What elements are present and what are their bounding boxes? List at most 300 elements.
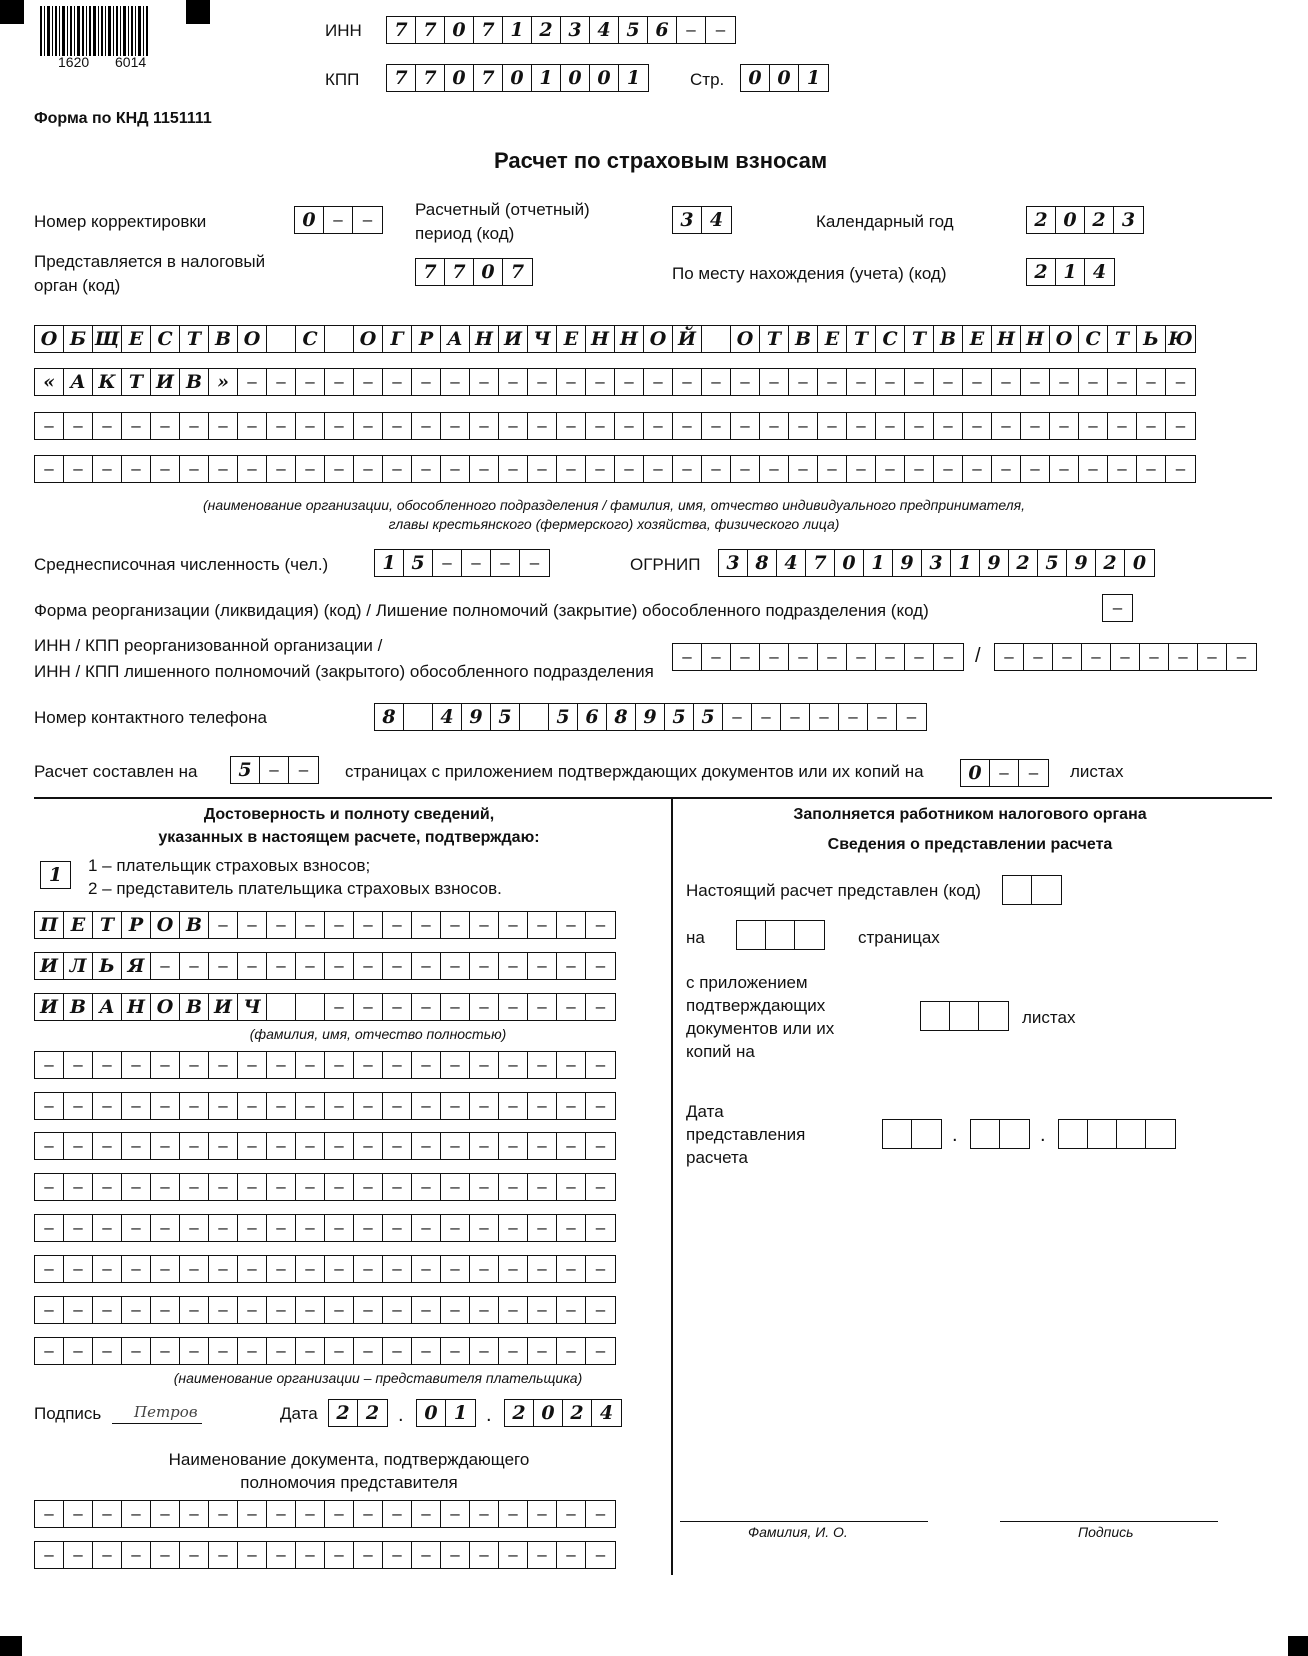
char-cell[interactable]: Н	[586, 326, 615, 352]
char-cell[interactable]: –	[731, 456, 760, 482]
char-cell[interactable]: 7	[474, 65, 503, 91]
char-cell[interactable]: –	[644, 413, 673, 439]
char-cell[interactable]: И	[35, 953, 64, 979]
char-cell[interactable]: 5	[231, 757, 260, 783]
char-cell[interactable]: Ч	[238, 994, 267, 1020]
char-cell[interactable]: –	[615, 413, 644, 439]
char-cell[interactable]: –	[267, 1133, 296, 1159]
char-cell[interactable]: В	[180, 912, 209, 938]
char-cell[interactable]: 3	[719, 550, 748, 576]
char-cell[interactable]: 9	[636, 704, 665, 730]
char-cell[interactable]: –	[383, 1215, 412, 1241]
char-cell[interactable]: –	[383, 1174, 412, 1200]
rep-name-row-6[interactable]	[34, 1255, 616, 1283]
char-cell[interactable]: –	[325, 1215, 354, 1241]
char-cell[interactable]: –	[470, 1338, 499, 1364]
char-cell[interactable]: –	[64, 1501, 93, 1527]
char-cell[interactable]: –	[992, 413, 1021, 439]
org-name-row-2[interactable]	[34, 368, 1196, 396]
char-cell[interactable]: –	[325, 912, 354, 938]
char-cell[interactable]: –	[990, 760, 1019, 786]
char-cell[interactable]	[950, 1002, 979, 1030]
char-cell[interactable]: 7	[416, 259, 445, 285]
surname-field[interactable]	[34, 911, 616, 939]
char-cell[interactable]: В	[934, 326, 963, 352]
char-cell[interactable]: –	[499, 369, 528, 395]
char-cell[interactable]: –	[731, 369, 760, 395]
char-cell[interactable]: –	[325, 413, 354, 439]
char-cell[interactable]: –	[470, 994, 499, 1020]
char-cell[interactable]: 5	[694, 704, 723, 730]
char-cell[interactable]: –	[1112, 598, 1123, 617]
char-cell[interactable]: 1	[453, 1402, 468, 1424]
char-cell[interactable]: –	[296, 1174, 325, 1200]
char-cell[interactable]: –	[595, 1341, 606, 1360]
char-cell[interactable]: –	[296, 1215, 325, 1241]
char-cell[interactable]: –	[238, 1256, 267, 1282]
char-cell[interactable]: –	[905, 644, 934, 670]
officer-date-year[interactable]	[1058, 1119, 1176, 1149]
char-cell[interactable]: –	[876, 413, 905, 439]
char-cell[interactable]: –	[412, 994, 441, 1020]
char-cell[interactable]: –	[267, 953, 296, 979]
char-cell[interactable]: Ч	[528, 326, 557, 352]
char-cell[interactable]: –	[499, 1052, 528, 1078]
char-cell[interactable]: 0	[961, 760, 990, 786]
char-cell[interactable]: 3	[561, 17, 590, 43]
char-cell[interactable]: –	[35, 1052, 64, 1078]
char-cell[interactable]: –	[238, 1501, 267, 1527]
char-cell[interactable]: –	[528, 953, 557, 979]
char-cell[interactable]: –	[557, 1133, 586, 1159]
char-cell[interactable]: –	[151, 1174, 180, 1200]
char-cell[interactable]: –	[499, 1501, 528, 1527]
char-cell[interactable]: 1	[806, 67, 821, 89]
char-cell[interactable]: –	[441, 1256, 470, 1282]
inn-field[interactable]	[386, 16, 736, 44]
char-cell[interactable]: Е	[64, 912, 93, 938]
char-cell[interactable]: –	[1021, 456, 1050, 482]
char-cell[interactable]: О	[731, 326, 760, 352]
char-cell[interactable]: –	[847, 369, 876, 395]
date-year-field[interactable]	[504, 1399, 622, 1427]
char-cell[interactable]: –	[441, 1338, 470, 1364]
reorg-inn-field[interactable]	[672, 643, 964, 671]
char-cell[interactable]: –	[595, 997, 606, 1016]
char-cell[interactable]: –	[35, 1215, 64, 1241]
char-cell[interactable]: –	[267, 456, 296, 482]
char-cell[interactable]: 2	[563, 1400, 592, 1426]
char-cell[interactable]: Ю	[1168, 328, 1193, 350]
char-cell[interactable]: –	[209, 953, 238, 979]
char-cell[interactable]: –	[325, 1542, 354, 1568]
char-cell[interactable]: –	[528, 1256, 557, 1282]
char-cell[interactable]: –	[383, 1338, 412, 1364]
char-cell[interactable]: –	[1108, 413, 1137, 439]
char-cell[interactable]: –	[122, 1133, 151, 1159]
char-cell[interactable]: –	[122, 1215, 151, 1241]
char-cell[interactable]: –	[298, 760, 309, 779]
char-cell[interactable]: Е	[557, 326, 586, 352]
char-cell[interactable]: 8	[748, 550, 777, 576]
char-cell[interactable]: –	[1108, 456, 1137, 482]
char-cell[interactable]: О	[151, 994, 180, 1020]
char-cell[interactable]: Н	[615, 326, 644, 352]
char-cell[interactable]: –	[595, 1545, 606, 1564]
org-name-row-4[interactable]	[34, 455, 1196, 483]
char-cell[interactable]: 4	[1092, 261, 1107, 283]
char-cell[interactable]: В	[789, 326, 818, 352]
char-cell[interactable]: –	[499, 953, 528, 979]
char-cell[interactable]: –	[441, 1052, 470, 1078]
year-field[interactable]	[1026, 206, 1144, 234]
char-cell[interactable]: –	[267, 1256, 296, 1282]
char-cell[interactable]: –	[122, 1338, 151, 1364]
char-cell[interactable]: 0	[417, 1400, 446, 1426]
char-cell[interactable]: –	[383, 1052, 412, 1078]
char-cell[interactable]: –	[528, 1542, 557, 1568]
char-cell[interactable]: 5	[549, 704, 578, 730]
char-cell[interactable]: –	[64, 1542, 93, 1568]
char-cell[interactable]	[1088, 1120, 1117, 1148]
char-cell[interactable]: О	[35, 326, 64, 352]
char-cell[interactable]: –	[238, 413, 267, 439]
char-cell[interactable]: –	[412, 1093, 441, 1119]
char-cell[interactable]: –	[238, 1052, 267, 1078]
char-cell[interactable]: Ь	[93, 953, 122, 979]
char-cell[interactable]: –	[789, 369, 818, 395]
char-cell[interactable]: –	[1175, 372, 1186, 391]
char-cell[interactable]: В	[209, 326, 238, 352]
char-cell[interactable]: –	[151, 1256, 180, 1282]
char-cell[interactable]	[795, 921, 824, 949]
char-cell[interactable]: 1	[48, 864, 63, 886]
char-cell[interactable]: –	[354, 994, 383, 1020]
char-cell[interactable]: –	[93, 456, 122, 482]
char-cell[interactable]: –	[528, 369, 557, 395]
char-cell[interactable]: –	[963, 369, 992, 395]
char-cell[interactable]: 4	[709, 209, 724, 231]
char-cell[interactable]: –	[557, 369, 586, 395]
char-cell[interactable]: 7	[510, 261, 525, 283]
char-cell[interactable]: О	[238, 326, 267, 352]
char-cell[interactable]: –	[470, 1501, 499, 1527]
char-cell[interactable]: –	[209, 1093, 238, 1119]
char-cell[interactable]: –	[238, 456, 267, 482]
char-cell[interactable]: –	[876, 456, 905, 482]
char-cell[interactable]: –	[847, 413, 876, 439]
char-cell[interactable]: –	[354, 1174, 383, 1200]
char-cell[interactable]: –	[64, 1297, 93, 1323]
char-cell[interactable]: –	[1140, 644, 1169, 670]
char-cell[interactable]: –	[296, 912, 325, 938]
char-cell[interactable]: 4	[599, 1402, 614, 1424]
char-cell[interactable]: Я	[122, 953, 151, 979]
char-cell[interactable]: –	[441, 413, 470, 439]
char-cell[interactable]: –	[267, 1174, 296, 1200]
char-cell[interactable]: –	[905, 456, 934, 482]
char-cell[interactable]: –	[180, 1133, 209, 1159]
char-cell[interactable]: 9	[980, 550, 1009, 576]
char-cell[interactable]: –	[595, 1218, 606, 1237]
char-cell[interactable]: –	[595, 1136, 606, 1155]
char-cell[interactable]: –	[64, 1338, 93, 1364]
char-cell[interactable]: –	[760, 644, 789, 670]
char-cell[interactable]: –	[412, 413, 441, 439]
char-cell[interactable]: 1	[375, 550, 404, 576]
char-cell[interactable]: –	[677, 17, 706, 43]
char-cell[interactable]: –	[528, 1297, 557, 1323]
char-cell[interactable]: –	[995, 644, 1024, 670]
char-cell[interactable]: Т	[847, 326, 876, 352]
char-cell[interactable]: –	[151, 456, 180, 482]
char-cell[interactable]: –	[595, 1177, 606, 1196]
char-cell[interactable]: –	[934, 369, 963, 395]
char-cell[interactable]: –	[383, 456, 412, 482]
char-cell[interactable]: –	[151, 1093, 180, 1119]
char-cell[interactable]: –	[868, 704, 897, 730]
char-cell[interactable]: О	[644, 326, 673, 352]
rep-name-row-5[interactable]	[34, 1214, 616, 1242]
rep-name-row-1[interactable]	[34, 1051, 616, 1079]
char-cell[interactable]: 1	[626, 67, 641, 89]
char-cell[interactable]	[1117, 1120, 1146, 1148]
char-cell[interactable]: –	[325, 1174, 354, 1200]
char-cell[interactable]: 1	[864, 550, 893, 576]
char-cell[interactable]: –	[354, 1542, 383, 1568]
char-cell[interactable]: –	[992, 456, 1021, 482]
char-cell[interactable]: –	[354, 413, 383, 439]
char-cell[interactable]: Р	[412, 326, 441, 352]
char-cell[interactable]: –	[528, 1133, 557, 1159]
char-cell[interactable]: –	[412, 1338, 441, 1364]
char-cell[interactable]: 1	[532, 65, 561, 91]
char-cell[interactable]: –	[499, 994, 528, 1020]
char-cell[interactable]: –	[64, 1093, 93, 1119]
char-cell[interactable]: –	[906, 707, 917, 726]
kpp-field[interactable]	[386, 64, 649, 92]
char-cell[interactable]: Г	[383, 326, 412, 352]
char-cell[interactable]	[766, 921, 795, 949]
char-cell[interactable]: »	[209, 369, 238, 395]
char-cell[interactable]: –	[325, 1256, 354, 1282]
char-cell[interactable]: –	[64, 413, 93, 439]
char-cell[interactable]: 0	[534, 1400, 563, 1426]
char-cell[interactable]: –	[238, 912, 267, 938]
char-cell[interactable]	[267, 994, 296, 1020]
char-cell[interactable]: 0	[741, 65, 770, 91]
char-cell[interactable]: –	[122, 456, 151, 482]
char-cell[interactable]: И	[499, 326, 528, 352]
char-cell[interactable]: 2	[1027, 207, 1056, 233]
char-cell[interactable]: –	[122, 1174, 151, 1200]
doc-name-row-1[interactable]	[34, 1500, 616, 1528]
char-cell[interactable]: –	[528, 1338, 557, 1364]
char-cell[interactable]: Н	[470, 326, 499, 352]
char-cell[interactable]: 5	[665, 704, 694, 730]
char-cell[interactable]: –	[528, 456, 557, 482]
char-cell[interactable]: –	[267, 912, 296, 938]
char-cell[interactable]: 0	[445, 17, 474, 43]
char-cell[interactable]: 2	[365, 1402, 380, 1424]
char-cell[interactable]: –	[35, 1501, 64, 1527]
char-cell[interactable]: –	[122, 1052, 151, 1078]
char-cell[interactable]: –	[1021, 413, 1050, 439]
char-cell[interactable]: –	[64, 456, 93, 482]
char-cell[interactable]: –	[1050, 369, 1079, 395]
char-cell[interactable]: –	[673, 369, 702, 395]
char-cell[interactable]: –	[325, 1133, 354, 1159]
char-cell[interactable]: –	[383, 994, 412, 1020]
char-cell[interactable]: –	[267, 1297, 296, 1323]
char-cell[interactable]: –	[209, 1174, 238, 1200]
char-cell[interactable]: 2	[505, 1400, 534, 1426]
char-cell[interactable]: –	[789, 413, 818, 439]
char-cell[interactable]: –	[180, 1297, 209, 1323]
char-cell[interactable]: –	[354, 1338, 383, 1364]
char-cell[interactable]: –	[586, 456, 615, 482]
char-cell[interactable]: –	[296, 1338, 325, 1364]
rep-name-row-7[interactable]	[34, 1296, 616, 1324]
char-cell[interactable]: 5	[1038, 550, 1067, 576]
char-cell[interactable]: –	[296, 1501, 325, 1527]
char-cell[interactable]: –	[238, 1174, 267, 1200]
char-cell[interactable]: Й	[673, 326, 702, 352]
char-cell[interactable]: –	[1137, 413, 1166, 439]
char-cell[interactable]: –	[325, 456, 354, 482]
rep-name-row-3[interactable]	[34, 1132, 616, 1160]
char-cell[interactable]: –	[528, 1215, 557, 1241]
char-cell[interactable]: –	[180, 1501, 209, 1527]
char-cell[interactable]: «	[35, 369, 64, 395]
char-cell[interactable]: –	[35, 1338, 64, 1364]
char-cell[interactable]: –	[586, 413, 615, 439]
org-name-row-1[interactable]	[34, 325, 1196, 353]
char-cell[interactable]: –	[441, 1133, 470, 1159]
char-cell[interactable]: –	[731, 644, 760, 670]
char-cell[interactable]: 9	[1067, 550, 1096, 576]
char-cell[interactable]	[737, 921, 766, 949]
char-cell[interactable]: –	[528, 1501, 557, 1527]
char-cell[interactable]: –	[818, 456, 847, 482]
char-cell[interactable]: –	[723, 704, 752, 730]
char-cell[interactable]: –	[1050, 413, 1079, 439]
patronymic-field[interactable]	[34, 993, 616, 1021]
phone-field[interactable]	[374, 703, 927, 731]
char-cell[interactable]: Е	[818, 326, 847, 352]
char-cell[interactable]: А	[64, 369, 93, 395]
char-cell[interactable]: 1	[1056, 259, 1085, 285]
char-cell[interactable]	[267, 326, 296, 352]
char-cell[interactable]: –	[64, 1215, 93, 1241]
char-cell[interactable]: –	[35, 1093, 64, 1119]
char-cell[interactable]: –	[595, 1300, 606, 1319]
char-cell[interactable]: –	[586, 369, 615, 395]
char-cell[interactable]: –	[470, 953, 499, 979]
char-cell[interactable]: –	[296, 369, 325, 395]
date-month-field[interactable]	[416, 1399, 476, 1427]
char-cell[interactable]: –	[180, 1093, 209, 1119]
char-cell[interactable]: –	[441, 912, 470, 938]
char-cell[interactable]: –	[499, 1256, 528, 1282]
char-cell[interactable]: –	[267, 369, 296, 395]
char-cell[interactable]: –	[1021, 369, 1050, 395]
char-cell[interactable]: –	[1137, 456, 1166, 482]
date-day-field[interactable]	[328, 1399, 388, 1427]
char-cell[interactable]: Е	[122, 326, 151, 352]
sheets-count-field[interactable]	[960, 759, 1049, 787]
char-cell[interactable]: –	[267, 1215, 296, 1241]
char-cell[interactable]	[912, 1120, 941, 1148]
char-cell[interactable]: –	[412, 369, 441, 395]
char-cell[interactable]: –	[470, 912, 499, 938]
char-cell[interactable]: –	[260, 757, 289, 783]
officer-pages-field[interactable]	[736, 920, 825, 950]
char-cell[interactable]: И	[35, 994, 64, 1020]
char-cell[interactable]: –	[296, 953, 325, 979]
char-cell[interactable]: –	[1111, 644, 1140, 670]
char-cell[interactable]: Н	[992, 326, 1021, 352]
char-cell[interactable]: –	[557, 953, 586, 979]
char-cell[interactable]: –	[557, 1174, 586, 1200]
char-cell[interactable]: –	[64, 1052, 93, 1078]
char-cell[interactable]: 0	[474, 259, 503, 285]
char-cell[interactable]: –	[325, 953, 354, 979]
char-cell[interactable]: –	[499, 1542, 528, 1568]
reorg-kpp-field[interactable]	[994, 643, 1257, 671]
char-cell[interactable]	[979, 1002, 1008, 1030]
char-cell[interactable]: –	[209, 1338, 238, 1364]
char-cell[interactable]: –	[470, 1542, 499, 1568]
char-cell[interactable]: –	[180, 1215, 209, 1241]
char-cell[interactable]: 5	[491, 704, 520, 730]
char-cell[interactable]: 2	[1096, 550, 1125, 576]
char-cell[interactable]: –	[93, 1093, 122, 1119]
char-cell[interactable]: –	[209, 1501, 238, 1527]
char-cell[interactable]: –	[296, 456, 325, 482]
char-cell[interactable]: А	[441, 326, 470, 352]
char-cell[interactable]: –	[1082, 644, 1111, 670]
char-cell[interactable]: –	[441, 953, 470, 979]
char-cell[interactable]: –	[64, 1133, 93, 1159]
char-cell[interactable]: –	[1236, 647, 1247, 666]
char-cell[interactable]: –	[595, 1055, 606, 1074]
char-cell[interactable]: 7	[416, 17, 445, 43]
char-cell[interactable]: 7	[387, 17, 416, 43]
char-cell[interactable]: –	[35, 1174, 64, 1200]
correction-field[interactable]	[294, 206, 383, 234]
char-cell[interactable]: –	[760, 369, 789, 395]
char-cell[interactable]: 1	[503, 17, 532, 43]
char-cell[interactable]: 8	[375, 704, 404, 730]
char-cell[interactable]: –	[528, 1093, 557, 1119]
rep-name-row-4[interactable]	[34, 1173, 616, 1201]
char-cell[interactable]: –	[209, 1133, 238, 1159]
char-cell[interactable]: –	[325, 1297, 354, 1323]
char-cell[interactable]	[971, 1120, 1000, 1148]
char-cell[interactable]: –	[267, 1093, 296, 1119]
char-cell[interactable]: –	[412, 1174, 441, 1200]
char-cell[interactable]: Щ	[93, 326, 122, 352]
char-cell[interactable]: –	[354, 912, 383, 938]
char-cell[interactable]: –	[296, 1542, 325, 1568]
char-cell[interactable]: 0	[1056, 207, 1085, 233]
char-cell[interactable]: –	[470, 1052, 499, 1078]
char-cell[interactable]	[883, 1120, 912, 1148]
char-cell[interactable]: –	[789, 644, 818, 670]
char-cell[interactable]: В	[180, 369, 209, 395]
char-cell[interactable]: –	[412, 456, 441, 482]
